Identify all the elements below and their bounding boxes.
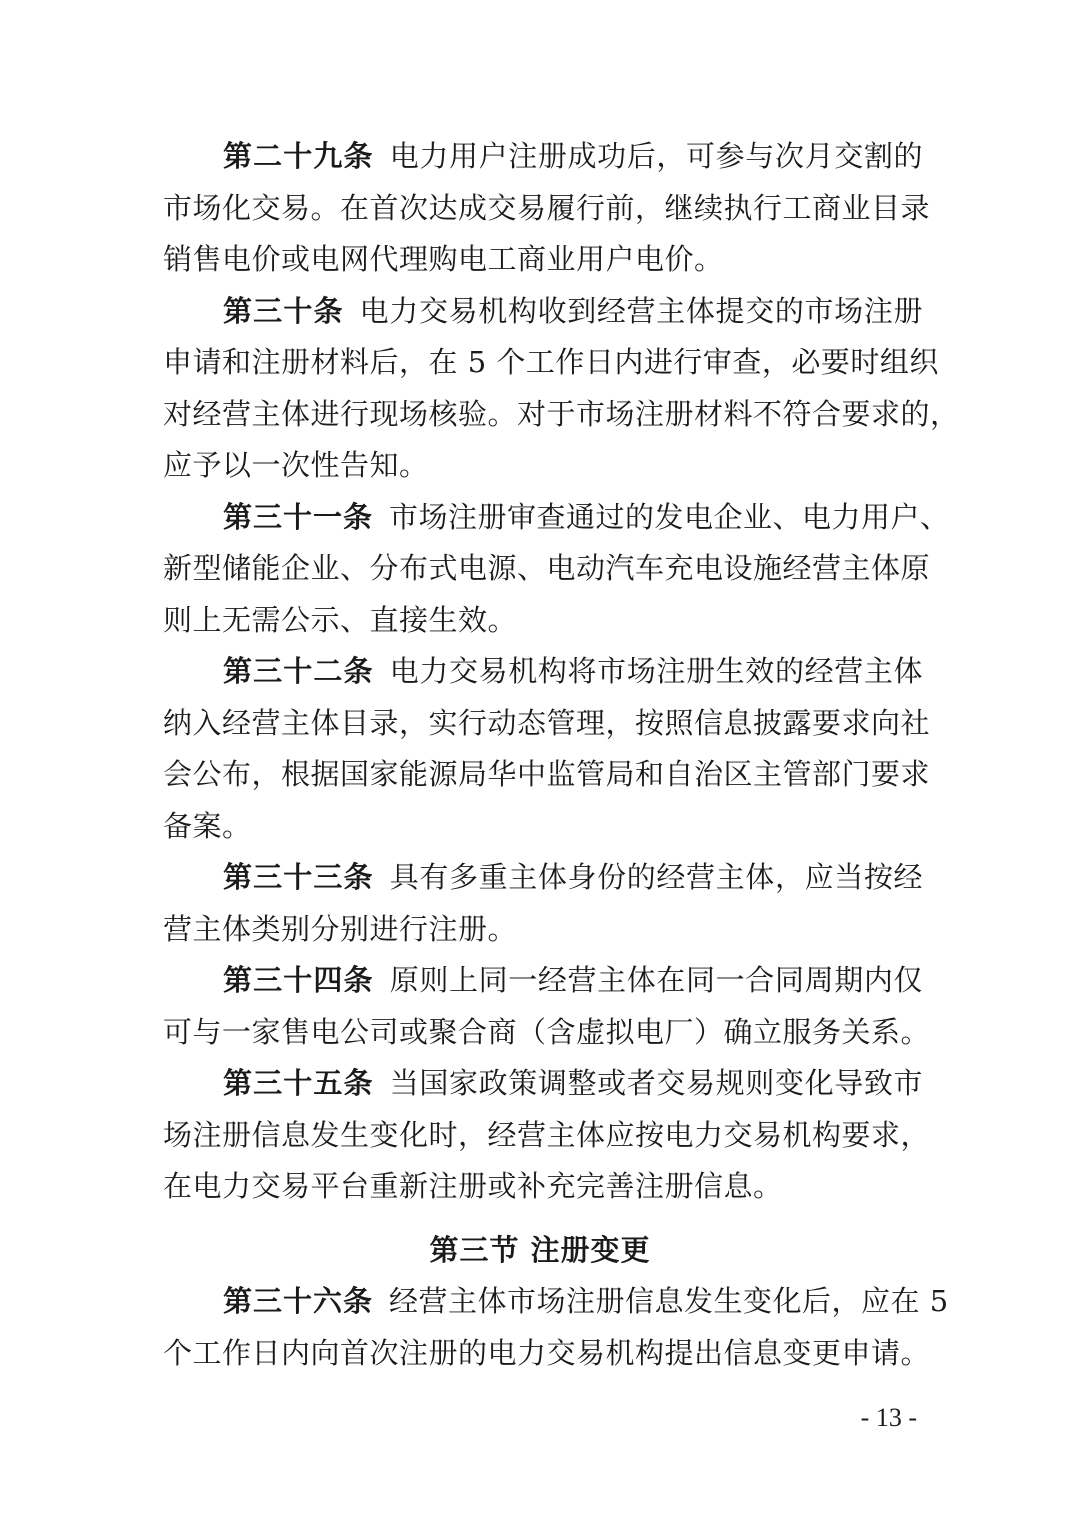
article-30: [163, 286, 960, 492]
article-label: 第三十一条: [223, 499, 374, 534]
article-label: 第三十五条: [223, 1066, 374, 1100]
article-36: [163, 1276, 949, 1379]
article-34: [163, 955, 931, 1058]
article-line: 第三十三条 具有多重主体身份的经营主体，应当按经: [223, 860, 923, 894]
page-number: - 13 -: [860, 1403, 917, 1432]
article-line: 市场化交易。在首次达成交易履行前，继续执行工商业目录: [163, 190, 931, 225]
article-32: [163, 646, 931, 852]
article-line: 应予以一次性告知。: [163, 448, 429, 482]
article-line: 第三十五条 当国家政策调整或者交易规则变化导致市: [223, 1066, 923, 1100]
article-line: 第三十二条 电力交易机构将市场注册生效的经营主体: [223, 654, 923, 688]
article-line: 纳入经营主体目录，实行动态管理，按照信息披露要求向社: [163, 705, 931, 740]
article-label: 第三十六条: [223, 1284, 374, 1318]
article-line: 第三十一条 市场注册审查通过的发电企业、电力用户、: [223, 499, 950, 534]
section-heading: 第三节 注册变更: [429, 1233, 651, 1267]
section-articles-block: [163, 1276, 949, 1379]
article-label: 第三十条: [223, 293, 344, 328]
article-line: 第三十六条 经营主体市场注册信息发生变化后，应在 5: [223, 1284, 949, 1318]
article-label: 第三十二条: [223, 654, 374, 688]
article-label: 第三十四条: [223, 963, 374, 997]
article-line: 个工作日内向首次注册的电力交易机构提出信息变更申请。: [163, 1335, 931, 1370]
article-29: [163, 131, 931, 286]
article-line: 新型储能企业、分布式电源、电动汽车充电设施经营主体原: [163, 551, 931, 585]
article-line: 第二十九条 电力用户注册成功后，可参与次月交割的: [223, 139, 923, 173]
article-35: [163, 1058, 931, 1213]
article-line: 销售电价或电网代理购电工商业用户电价。: [163, 242, 724, 276]
article-line: 第三十四条 原则上同一经营主体在同一合同周期内仅: [223, 963, 923, 997]
article-33: [163, 852, 923, 955]
article-line: 对经营主体进行现场核验。对于市场注册材料不符合要求的，: [163, 396, 960, 431]
article-31: [163, 492, 950, 647]
article-line: 在电力交易平台重新注册或补充完善注册信息。: [163, 1169, 783, 1203]
article-line: 申请和注册材料后，在 5 个工作日内进行审查，必要时组织: [163, 345, 939, 379]
article-line: 可与一家售电公司或聚合商（含虚拟电厂）确立服务关系。: [163, 1014, 931, 1049]
articles-block: [163, 131, 960, 1213]
article-label: 第二十九条: [223, 139, 374, 173]
article-line: 营主体类别分别进行注册。: [163, 911, 518, 946]
article-label: 第三十三条: [223, 860, 374, 894]
article-line: 场注册信息发生变化时，经营主体应按电力交易机构要求，: [163, 1117, 931, 1152]
article-line: 会公布，根据国家能源局华中监管局和自治区主管部门要求: [163, 757, 931, 791]
article-line: 备案。: [163, 808, 252, 843]
article-line: 第三十条 电力交易机构收到经营主体提交的市场注册: [223, 293, 923, 328]
article-line: 则上无需公示、直接生效。: [163, 602, 518, 637]
